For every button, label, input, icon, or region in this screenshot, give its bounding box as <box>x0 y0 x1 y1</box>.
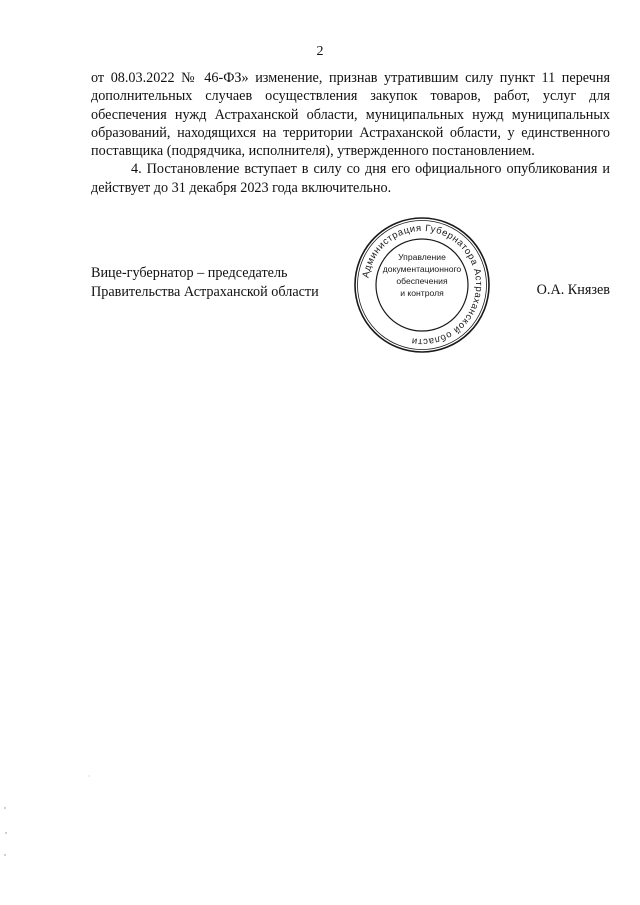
stamp-inner-text <box>367 251 477 299</box>
stamp-inner-line-4: и контроля <box>400 288 444 298</box>
stamp-inner-line-1: Управление <box>398 252 446 262</box>
signer-title-line-1: Вице-губернатор – председатель <box>91 265 288 281</box>
paragraph-continuation: от 08.03.2022 № 46-ФЗ» изменение, признав утратившим силу пункт 11 перечня дополнительных случаев осуществления закупок товаров, работ, услуг для обеспечения нужд Астраханской области, муниципальных нужд муниципальных образований, находящихся на территории Астраханской области, у единственного поставщика (подрядчика, исполнителя), утвержденного постановлением. <box>91 70 610 160</box>
page-number: 2 <box>316 44 324 59</box>
signer-title <box>91 264 319 301</box>
paragraph-4: 4. Постановление вступает в силу со дня его официального опубликования и действует до 31 декабря 2023 года включительно. <box>91 161 610 196</box>
signer-title-line-2: Правительства Астраханской области <box>91 283 319 300</box>
stamp-inner-line-2: документационного <box>382 264 462 274</box>
document-body <box>91 69 610 197</box>
stamp-ring-text: Администрация Губернатора Астраханской области <box>360 222 485 348</box>
signer-name: О.А. Князев <box>536 282 610 298</box>
stamp-inner-line-3: обеспечения <box>396 276 448 286</box>
